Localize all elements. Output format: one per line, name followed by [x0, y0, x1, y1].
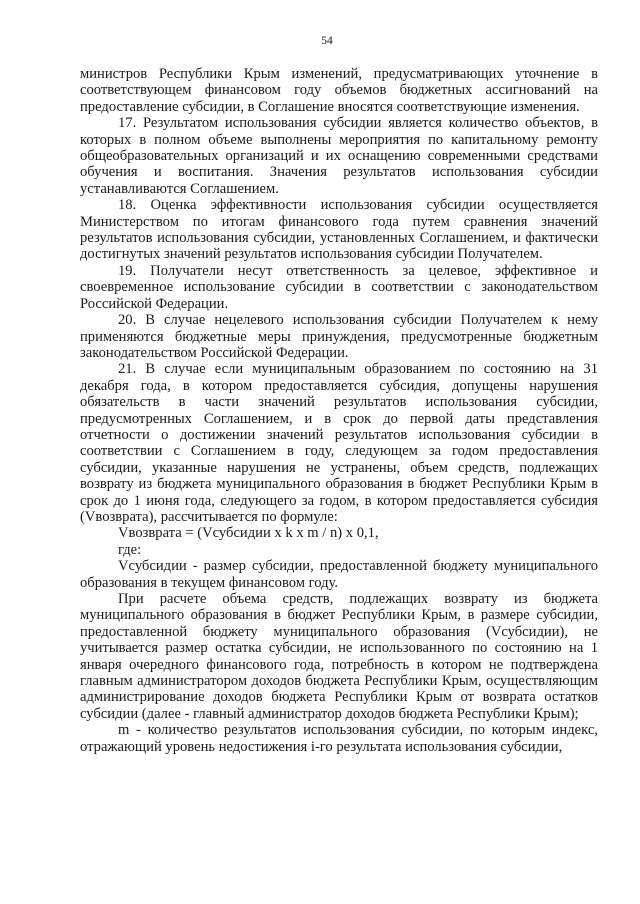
paragraph-18: 18. Оценка эффективности использования субсидии осуществляется Министерством по итогам финансового года путем сравнения значений результатов использования субсидии, установленных Соглашением, и фактически достигнутых значений результатов использования субсидии Получателем.: [80, 197, 598, 263]
formula-line: Vвозврата = (Vсубсидии x k x m / n) x 0,1,: [118, 525, 379, 542]
paragraph-20: 20. В случае нецелевого использования субсидии Получателем к нему применяются бюджетные меры принуждения, предусмотренные бюджетным законодательством Российской Федерации.: [80, 312, 598, 361]
paragraph-17: 17. Результатом использования субсидии является количество объектов, в которых в полном объеме выполнены мероприятия по капитальному ремонту общеобразовательных организаций и их оснащению современными средствами обучения и воспитания. Значения результатов использования субсидии устанавливаются Соглашением.: [80, 115, 598, 197]
paragraph-21: 21. В случае если муниципальным образованием по состоянию на 31 декабря года, в котором предоставляется субсидия, допущены нарушения обязательств в части значений результатов использования субсидии, предусмотренных Соглашением, и в срок до первой даты представления отчетности о достижении значений результатов использования субсидии в соответствии с Соглашением в году, следующем за годом предоставления субсидии, указанные нарушения не устранены, объем средств, подлежащих возврату из бюджета муниципального образования в бюджет Республики Крым в срок до 1 июня года, следующего за годом, в котором предоставляется субсидия (Vвозврата), рассчитывается по формуле:: [80, 361, 598, 525]
paragraph-vsubsidii-definition: Vсубсидии - размер субсидии, предоставленной бюджету муниципального образования в текущем финансовом году.: [80, 558, 598, 591]
paragraph-m-definition: m - количество результатов использования субсидии, по которым индекс, отражающий уровень недостижения i-го результата использования субсидии,: [80, 722, 598, 755]
paragraph-continuation: министров Республики Крым изменений, предусматривающих уточнение в соответствующем финансовом году объемов бюджетных ассигнований на предоставление субсидии, в Соглашение вносятся соответствующие изменения.: [80, 66, 598, 115]
formula-where: где:: [118, 541, 142, 558]
page-number: 54: [321, 35, 333, 47]
document-body: [80, 66, 598, 755]
paragraph-19: 19. Получатели несут ответственность за целевое, эффективное и своевременное использование субсидии в соответствии с законодательством Российской Федерации.: [80, 262, 598, 312]
paragraph-calculation-note: При расчете объема средств, подлежащих возврату из бюджета муниципального образования в бюджет Республики Крым, в размере субсидии, предоставленной бюджету муниципального образования (Vсубсидии), не учитывается размер остатка субсидии, не использованного по состоянию на 1 января очередного финансового года, потребность в котором не подтверждена главным администратором доходов бюджета Республики Крым, осуществляющим администрирование доходов бюджета Республики Крым от возврата остатков субсидии (далее - главный администратор доходов бюджета Республики Крым);: [80, 591, 598, 722]
